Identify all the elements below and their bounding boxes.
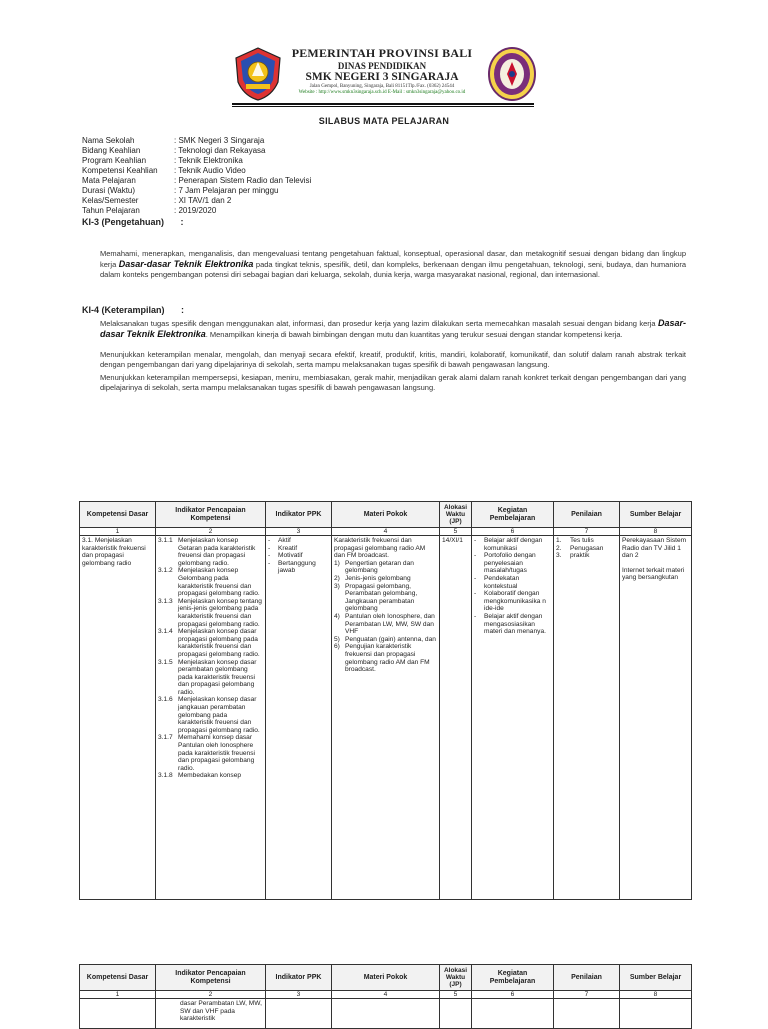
th-indikator-ppk: Indikator PPK <box>266 502 332 528</box>
info-key: Durasi (Waktu) <box>82 186 136 195</box>
ik-item <box>158 659 263 697</box>
materi-item <box>334 583 437 613</box>
ppk-cell <box>266 536 332 900</box>
info-value: : Teknologi dan Rekayasa <box>174 146 266 155</box>
col-number: 5 <box>440 528 472 536</box>
col-number: 3 <box>266 528 332 536</box>
info-key: Bidang Keahlian <box>82 146 141 155</box>
school-logo-icon <box>486 46 538 102</box>
ppk-text: Aktif <box>278 537 291 544</box>
info-value: : Teknik Elektronika <box>174 156 243 165</box>
bullet-dash-icon: - <box>268 537 271 544</box>
ik-number: 3.1.6 <box>158 696 173 704</box>
ki4-paragraph-3: Menunjukkan keterampilan mempersepsi, kesiapan, meniru, membiasakan, gerak mahir, menjadikan gerak alami dalam ranah konkret terkait dengan pengembangan dari yang dipelajarinya di sekolah, serta mampu melaksanakan tugas spesifik di bawah pengawasan langsung. <box>100 373 686 393</box>
letterhead-address: Jalan Gempol, Banyuning, Singaraja, Bali 81151Tlp./Fax. (0362) 24544 <box>309 84 455 89</box>
school-info <box>82 136 311 216</box>
th-penilaian: Penilaian <box>554 965 620 991</box>
penilaian-number: 2. <box>556 544 562 552</box>
materi-item <box>334 643 437 673</box>
col-number: 6 <box>472 991 554 999</box>
table-row <box>80 999 692 1029</box>
col-number: 4 <box>332 991 440 999</box>
materi-item <box>334 636 437 644</box>
ik-item <box>158 628 263 658</box>
ik-text: Memahami konsep dasar Pantulan oleh Ionosphere pada karakteristik freuensi dan propagasi gelombang radio. <box>178 734 255 772</box>
materi-text: Pengujian karakteristik frekuensi dan propagasi gelombang radio AM dan FM broadcast. <box>345 643 430 674</box>
th-indikator-pencapaian: Indikator Pencapaian Kompetensi <box>156 502 266 528</box>
sumber-cell <box>620 999 692 1029</box>
bullet-dash-icon: - <box>474 590 477 598</box>
th-kompetensi-dasar: Kompetensi Dasar <box>80 502 156 528</box>
ki3-text-a: Memahami, menerapkan, menganalisis, dan mengevaluasi tentang pengetahuan faktual, konseptual, operasional dasar, dan metakognitif sesuai dengan bidang dan lingkup kerja <box>100 249 686 270</box>
waktu-cell <box>440 999 472 1029</box>
ki3-paragraph <box>100 249 686 281</box>
info-row <box>82 146 311 156</box>
materi-number: 4) <box>334 612 340 620</box>
ki4-title: KI-4 (Keterampilan) <box>82 305 165 315</box>
info-key: Kompetensi Keahlian <box>82 166 158 175</box>
kegiatan-item <box>474 552 551 575</box>
bullet-dash-icon: - <box>474 537 477 544</box>
th-materi-pokok: Materi Pokok <box>332 965 440 991</box>
info-value: : 2019/2020 <box>174 206 217 215</box>
info-key: Program Keahlian <box>82 156 147 165</box>
penilaian-text: Penugasan <box>570 544 604 552</box>
penilaian-cell <box>554 536 620 900</box>
penilaian-item <box>556 537 617 545</box>
ki4-heading <box>82 305 184 315</box>
ppk-item <box>268 552 329 560</box>
col-number: 3 <box>266 991 332 999</box>
col-number: 8 <box>620 528 692 536</box>
materi-item <box>334 575 437 583</box>
ppk-item <box>268 545 329 553</box>
th-alokasi-waktu: Alokasi Waktu (JP) <box>440 965 472 991</box>
bullet-dash-icon: - <box>268 559 271 567</box>
kegiatan-item <box>474 537 551 552</box>
col-number: 4 <box>332 528 440 536</box>
ik-number: 3.1.7 <box>158 734 173 742</box>
materi-text: Pengertian getaran dan gelombang <box>345 559 414 575</box>
ki4-paragraph-1 <box>100 318 686 340</box>
bullet-dash-icon: - <box>474 612 477 620</box>
penilaian-item <box>556 545 617 553</box>
kd-cell <box>80 999 156 1029</box>
info-row <box>82 136 311 146</box>
kegiatan-text: Portofolio dengan penyelesaian masalah/tugas <box>484 552 536 575</box>
table-number-row <box>80 528 692 536</box>
ik-number: 3.1.8 <box>158 772 173 780</box>
bullet-dash-icon: - <box>474 552 477 560</box>
materi-text: Jenis-jenis gelombang <box>345 574 411 582</box>
th-sumber-belajar: Sumber Belajar <box>620 502 692 528</box>
ik-cell <box>156 536 266 900</box>
info-row <box>82 166 311 176</box>
materi-text: Pantulan oleh Ionosphere, dan Perambatan LW, MW, SW dan VHF <box>345 612 435 636</box>
materi-number: 6) <box>334 643 340 651</box>
provincial-emblem-icon <box>232 46 284 102</box>
ki4-text-a: Melaksanakan tugas spesifik dengan menggunakan alat, informasi, dan prosedur kerja yang lazim dilakukan serta memecahkan masalah sesuai dengan bidang kerja <box>100 319 658 328</box>
info-row <box>82 196 311 206</box>
kd-cell: 3.1. Menjelaskan karakteristik frekuensi dan propagasi gelombang radio <box>80 536 156 900</box>
bullet-dash-icon: - <box>268 544 271 552</box>
info-row <box>82 206 311 216</box>
ki4-text-b: . Menampilkan kinerja di bawah bimbingan dengan mutu dan kuantitas yang terukur sesuai dengan standar kompetensi kerja. <box>205 330 623 340</box>
col-number: 1 <box>80 528 156 536</box>
ik-item <box>158 598 263 628</box>
col-number: 7 <box>554 528 620 536</box>
materi-number: 1) <box>334 559 340 567</box>
penilaian-text: praktik <box>570 552 590 560</box>
ki3-title: KI-3 (Pengetahuan) <box>82 217 165 227</box>
letterhead-website: Website : http://www.smkn3singaraja.sch.id E-Mail : smkn3singaraja@yahoo.co.id <box>298 90 466 95</box>
ik-number: 3.1.5 <box>158 658 173 666</box>
materi-text: Propagasi gelombang, Perambatan gelombang, Jangkauan perambatan gelombang <box>345 582 418 613</box>
col-number: 2 <box>156 991 266 999</box>
info-value: : SMK Negeri 3 Singaraja <box>174 136 265 145</box>
kegiatan-cell <box>472 536 554 900</box>
th-indikator-pencapaian: Indikator Pencapaian Kompetensi <box>156 965 266 991</box>
table-number-row <box>80 991 692 999</box>
ik-item <box>158 772 263 780</box>
ik-text: Menjelaskan konsep dasar jangkauan perambatan gelombang pada karakteristik freuensi dan propagasi gelombang radio. <box>178 696 260 734</box>
document-title: SILABUS MATA PELAJARAN <box>318 116 450 126</box>
sumber-item: Internet terkait materi yang bersangkutan <box>622 566 685 582</box>
materi-text: Penguatan (gain) antenna, dan <box>345 635 436 643</box>
ik-item <box>158 537 263 567</box>
th-kegiatan-pembelajaran: Kegiatan Pembelajaran <box>472 965 554 991</box>
sumber-cell <box>620 536 692 900</box>
ik-text: Menjelaskan konsep dasar perambatan gelombang pada karakteristik freuensi dan propagasi gelombang radio. <box>178 658 257 696</box>
letterhead-rule-thin <box>232 106 534 107</box>
info-row <box>82 176 311 186</box>
ki4-paragraph-2: Menunjukkan keterampilan menalar, mengolah, dan menyaji secara efektif, kreatif, produktif, kritis, mandiri, kolaboratif, komunikatif, dan solutif dalam ranah abstrak terkait dengan pengembangan dari yang dipelajarinya di sekolah, serta mampu melaksanakan tugas spesifik di bawah pengawasan langsung. <box>100 350 686 370</box>
materi-item <box>334 560 437 575</box>
col-number: 8 <box>620 991 692 999</box>
th-penilaian: Penilaian <box>554 502 620 528</box>
penilaian-cell <box>554 999 620 1029</box>
letterhead-rule-thick <box>232 103 534 105</box>
table-header-row <box>80 965 692 991</box>
materi-item <box>334 613 437 636</box>
kegiatan-item <box>474 575 551 590</box>
th-materi-pokok: Materi Pokok <box>332 502 440 528</box>
ik-item <box>158 734 263 772</box>
penilaian-number: 1. <box>556 537 562 544</box>
th-indikator-ppk: Indikator PPK <box>266 965 332 991</box>
waktu-cell: 14/XI/1 <box>440 536 472 900</box>
ik-number: 3.1.2 <box>158 567 173 575</box>
penilaian-number: 3. <box>556 552 562 560</box>
ik-number: 3.1.1 <box>158 537 173 544</box>
info-row <box>82 156 311 166</box>
ik-cell: dasar Perambatan LW, MW, SW dan VHF pada karakteristik <box>156 999 266 1029</box>
ik-number: 3.1.3 <box>158 597 173 605</box>
ki3-colon: : <box>180 217 184 227</box>
ki4-emphasis: Dasar-dasar Teknik Elektronika <box>100 318 686 340</box>
ik-text: Menjelaskan konsep tentang jenis-jenis gelombang pada karakteristik freuensi dan propagasi gelombang radio. <box>178 597 262 628</box>
ppk-text: Bertanggung jawab <box>278 559 316 575</box>
ik-item <box>158 567 263 597</box>
materi-number: 3) <box>334 582 340 590</box>
kegiatan-cell <box>472 999 554 1029</box>
ppk-text: Kreatif <box>278 544 298 552</box>
ik-text: Menjelaskan konsep dasar propagasi gelombang pada karakteristik freuensi dan propagasi gelombang radio. <box>178 628 260 658</box>
ki3-text-b: pada tingkat teknis, spesifik, detil, dan kompleks, berkenaan dengan ilmu pengetahuan, teknologi, seni, budaya, dan humaniora dalam konteks pengembangan potensi diri sebagai bagian dari keluarga, sekolah, dunia kerja, warga masyarakat nasional, regional, dan internasional. <box>100 260 687 280</box>
letterhead-line2: DINAS PENDIDIKAN <box>337 61 427 71</box>
table-header-row <box>80 502 692 528</box>
ik-text: Menjelaskan konsep Gelombang pada karakteristik freuensi dan propagasi gelombang radio. <box>178 567 260 598</box>
syllabus-table-continued <box>79 964 692 1029</box>
col-number: 1 <box>80 991 156 999</box>
ik-number: 3.1.4 <box>158 628 173 636</box>
bullet-dash-icon: - <box>474 574 477 582</box>
letterhead-school-name: SMK NEGERI 3 SINGARAJA <box>305 71 459 83</box>
info-value: : Teknik Audio Video <box>174 166 246 175</box>
ik-text: Menjelaskan konsep Getaran pada karakteristik freuensi dan propagasi gelombang radio. <box>178 537 256 567</box>
info-value: : 7 Jam Pelajaran per minggu <box>174 186 279 195</box>
kegiatan-text: Belajar aktif dengan mengasosiasikan materi dan menanya. <box>484 612 546 636</box>
col-number: 6 <box>472 528 554 536</box>
ik-item <box>158 696 263 734</box>
col-number: 7 <box>554 991 620 999</box>
letterhead-text <box>282 46 482 95</box>
kegiatan-item <box>474 590 551 613</box>
kegiatan-text: Kolaboratif dengan mengkomunikasika n ide-ide <box>484 590 546 613</box>
info-value: : XI TAV/1 dan 2 <box>174 196 232 205</box>
ki3-heading <box>82 217 184 227</box>
ppk-item <box>268 560 329 575</box>
th-kegiatan-pembelajaran: Kegiatan Pembelajaran <box>472 502 554 528</box>
kegiatan-text: Pendekatan kontekstual <box>484 574 520 590</box>
info-row <box>82 186 311 196</box>
ppk-text: Motivatif <box>278 552 303 560</box>
th-alokasi-waktu: Alokasi Waktu (JP) <box>440 502 472 528</box>
ik-text: Membedakan konsep <box>178 772 242 780</box>
th-sumber-belajar: Sumber Belajar <box>620 965 692 991</box>
table-row <box>80 536 692 900</box>
col-number: 2 <box>156 528 266 536</box>
materi-cell <box>332 999 440 1029</box>
materi-number: 5) <box>334 635 340 643</box>
kegiatan-item <box>474 613 551 636</box>
materi-number: 2) <box>334 574 340 582</box>
info-key: Kelas/Semester <box>82 196 139 205</box>
th-kompetensi-dasar: Kompetensi Dasar <box>80 965 156 991</box>
penilaian-text: Tes tulis <box>570 537 594 544</box>
ki3-emphasis: Dasar-dasar Teknik Elektronika <box>118 259 254 270</box>
info-key: Mata Pelajaran <box>82 176 136 185</box>
sumber-item: Perekayasaan Sistem Radio dan TV Jilid 1 dan 2 <box>622 537 687 560</box>
col-number: 5 <box>440 991 472 999</box>
info-key: Tahun Pelajaran <box>82 206 140 215</box>
syllabus-table <box>79 501 692 900</box>
info-value: : Penerapan Sistem Radio dan Televisi <box>174 176 312 185</box>
bullet-dash-icon: - <box>268 552 271 560</box>
kegiatan-text: Belajar aktif dengan komunikasi <box>484 537 543 552</box>
penilaian-item <box>556 552 617 560</box>
ppk-cell <box>266 999 332 1029</box>
ppk-item <box>268 537 329 545</box>
info-key: Nama Sekolah <box>82 136 135 145</box>
ki4-colon: : <box>181 305 185 315</box>
materi-cell <box>332 536 440 900</box>
materi-intro: Karakteristik frekuensi dan propagasi gelombang radio AM dan FM broadcast. <box>334 537 426 560</box>
letterhead-line1: PEMERINTAH PROVINSI BALI <box>291 46 473 60</box>
